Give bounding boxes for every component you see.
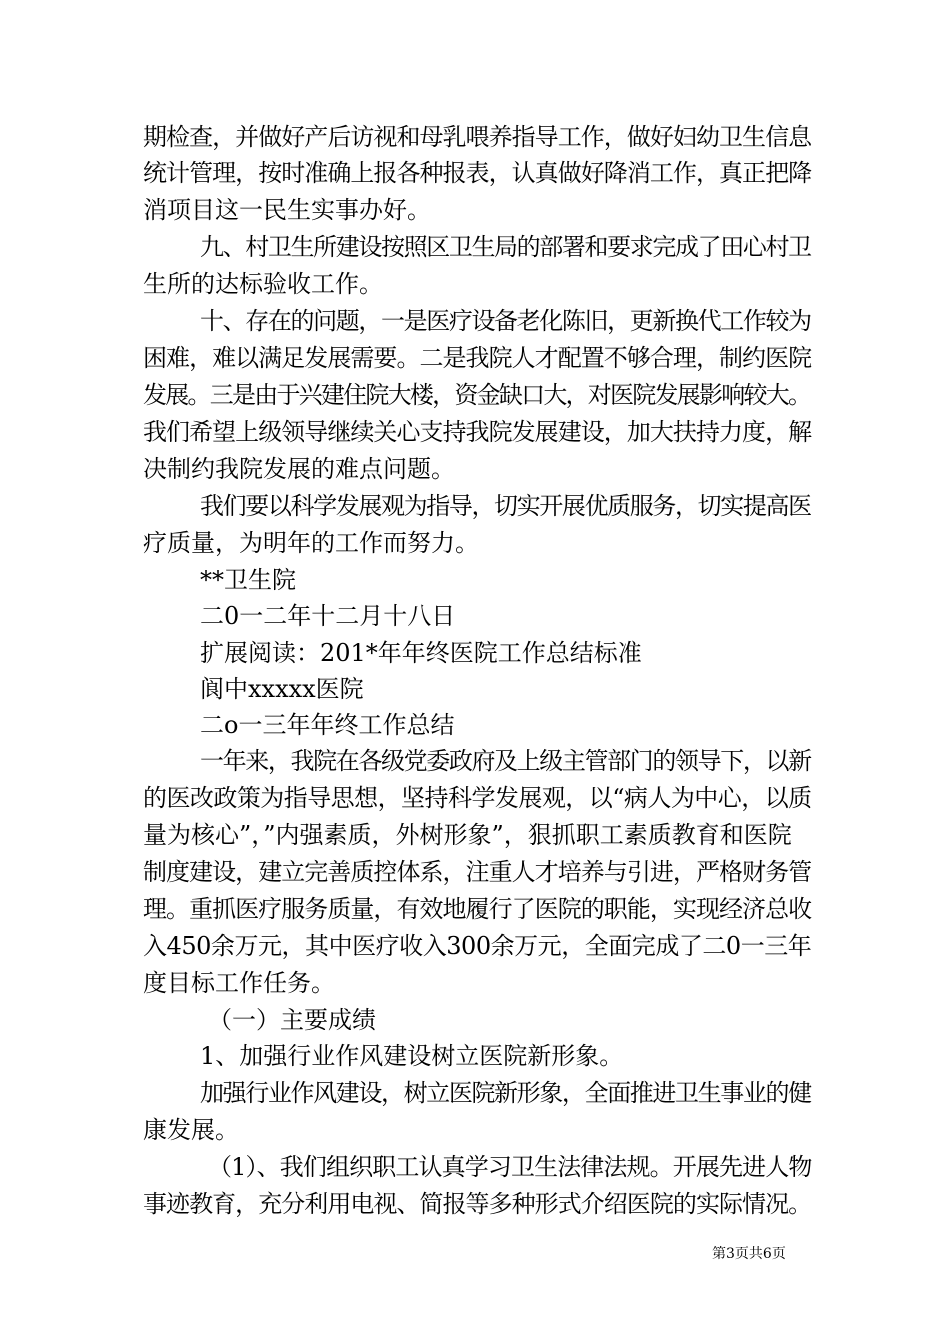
text-line: 二0一二年十二月十八日 — [200, 602, 456, 630]
text-line: 生所的达标验收工作。 — [143, 270, 383, 298]
text-line: 扩展阅读：201*年年终医院工作总结标准 — [200, 639, 642, 667]
text-line: 一年来，我院在各级党委政府及上级主管部门的领导下，以新 — [200, 747, 811, 775]
text-line: 理。重抓医疗服务质量，有效地履行了医院的职能，实现经济总收 — [143, 895, 812, 923]
text-line: 统计管理，按时准确上报各种报表，认真做好降消工作，真正把降 — [143, 159, 812, 187]
text-line: 加强行业作风建设，树立医院新形象，全面推进卫生事业的健 — [200, 1079, 811, 1107]
text-line: 困难，难以满足发展需要。二是我院人才配置不够合理，制约医院 — [143, 344, 812, 372]
text-line: 十、存在的问题，一是医疗设备老化陈旧，更新换代工作较为 — [200, 307, 811, 335]
text-line: 九、村卫生所建设按照区卫生局的部署和要求完成了田心村卫 — [200, 233, 811, 261]
text-line: 制度建设，建立完善质控体系，注重人才培养与引进，严格财务管 — [143, 858, 812, 886]
text-line: 发展。三是由于兴建住院大楼，资金缺口大，对医院发展影响较大。 — [143, 381, 811, 409]
text-line: **卫生院 — [200, 566, 296, 594]
text-line: 二o一三年年终工作总结 — [200, 711, 455, 739]
text-line: 康发展。 — [143, 1116, 239, 1144]
text-line: 度目标工作任务。 — [143, 969, 335, 997]
text-line: 决制约我院发展的难点问题。 — [143, 455, 455, 483]
text-line: 我们希望上级领导继续关心支持我院发展建设，加大扶持力度，解 — [143, 418, 812, 446]
text-line: 入450余万元，其中医疗收入300余万元，全面完成了二0一三年 — [143, 932, 812, 960]
page-number: 第3页共6页 — [712, 1246, 786, 1262]
text-line: 的医改政策为指导思想，坚持科学发展观，以“病人为中心，以质 — [143, 784, 812, 812]
text-line: 阆中xxxxx医院 — [200, 675, 364, 703]
text-line: 疗质量，为明年的工作而努力。 — [143, 529, 479, 557]
text-line: 1、加强行业作风建设树立医院新形象。 — [200, 1042, 624, 1070]
text-line: 量为核心”，”内强素质，外树形象”，狠抓职工素质教育和医院 — [143, 821, 792, 849]
text-line: （1）、我们组织职工认真学习卫生法律法规。开展先进人物 — [208, 1153, 812, 1181]
text-line: 事迹教育，充分利用电视、简报等多种形式介绍医院的实际情况。 — [143, 1190, 812, 1218]
text-line: 期检查，并做好产后访视和母乳喂养指导工作，做好妇幼卫生信息 — [143, 123, 812, 151]
text-line: 消项目这一民生实事办好。 — [143, 196, 431, 224]
section-heading: （一）主要成绩 — [208, 1006, 376, 1034]
text-line: 我们要以科学发展观为指导，切实开展优质服务，切实提高医 — [200, 492, 811, 520]
